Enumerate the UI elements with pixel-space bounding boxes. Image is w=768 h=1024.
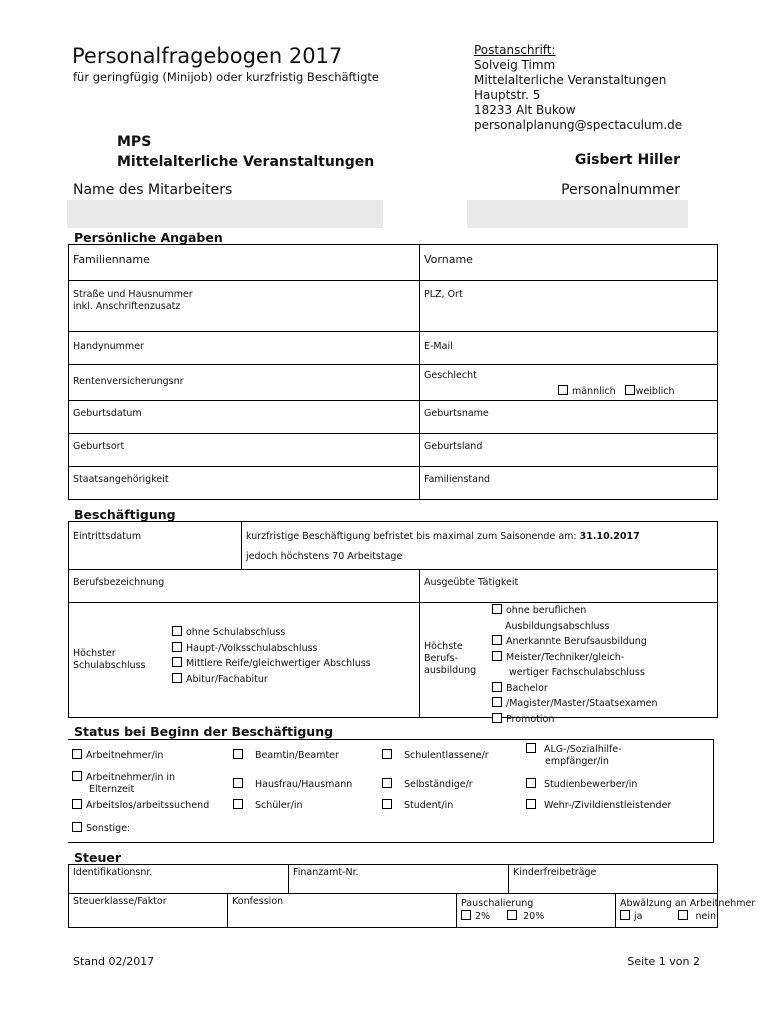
checkbox[interactable] — [172, 642, 182, 652]
option-label-cont: Elternzeit — [89, 784, 135, 795]
postal-line: 18233 Alt Bukow — [474, 103, 576, 117]
job-title-field[interactable] — [69, 570, 420, 603]
tax-office-field[interactable] — [289, 865, 509, 894]
postal-line: Mittelalterliche Veranstaltungen — [474, 73, 667, 87]
footer-version: Stand 02/2017 — [73, 955, 155, 968]
nationality-field[interactable] — [69, 467, 420, 500]
family-name-label: Familienname — [73, 253, 150, 266]
training-label-3: ausbildung — [424, 665, 477, 676]
option-label: Mittlere Reife/gleichwertiger Abschluss — [186, 658, 371, 669]
checkbox[interactable] — [526, 799, 536, 809]
option-label: Schüler/in — [255, 800, 303, 811]
checkbox[interactable] — [382, 749, 392, 759]
status-parental-leave[interactable] — [72, 771, 175, 796]
status-school-leaver[interactable] — [382, 749, 489, 762]
flat-rate-2-checkbox[interactable] — [461, 910, 471, 920]
gender-label: Geschlecht — [424, 370, 477, 381]
option-label: Studienbewerber/in — [544, 779, 638, 790]
section-employment: Beschäftigung — [74, 507, 176, 522]
option-label: Abitur/Fachabitur — [186, 673, 268, 685]
birth-name-field[interactable] — [420, 401, 718, 434]
street-field[interactable] — [69, 281, 420, 332]
first-name-field[interactable] — [420, 245, 718, 281]
employee-name-field[interactable] — [67, 200, 383, 228]
checkbox[interactable] — [526, 778, 536, 788]
checkbox[interactable] — [172, 673, 182, 683]
no-checkbox[interactable] — [678, 910, 688, 920]
checkbox[interactable] — [233, 799, 243, 809]
first-name-label: Vorname — [424, 253, 473, 266]
tax-class-label: Steuerklasse/Faktor — [73, 896, 167, 907]
nationality-label: Staatsangehörigkeit — [73, 474, 169, 485]
flat-rate-20-checkbox[interactable] — [507, 910, 517, 920]
option-label: nein — [695, 911, 717, 922]
zip-city-label: PLZ, Ort — [424, 289, 463, 300]
birth-country-label: Geburtsland — [424, 441, 483, 452]
checkbox[interactable] — [382, 799, 392, 809]
school-label-2: Schulabschluss — [73, 660, 146, 671]
option-label: ohne Schulabschluss — [186, 627, 286, 638]
checkbox[interactable] — [492, 651, 502, 661]
pension-number-label: Rentenversicherungsnr — [73, 376, 184, 387]
option-label: 2% — [475, 911, 491, 922]
postal-line: Solveig Timm — [474, 58, 556, 72]
company-name — [117, 132, 374, 172]
female-checkbox[interactable] — [625, 385, 635, 395]
flat-rate-cell — [457, 894, 616, 928]
birth-place-label: Geburtsort — [73, 441, 125, 452]
birth-name-label: Geburtsname — [424, 408, 489, 419]
option-label: Arbeitslos/arbeitssuchend — [86, 800, 210, 811]
option-label: Meister/Techniker/gleich- — [506, 651, 625, 663]
option-label: Hausfrau/Hausmann — [255, 779, 353, 790]
status-pupil[interactable] — [233, 799, 303, 812]
gender-field — [420, 365, 718, 401]
family-name-field[interactable] — [69, 245, 420, 281]
checkbox[interactable] — [172, 626, 182, 636]
form-title: Personalfragebogen 2017 — [72, 44, 343, 68]
mobile-field[interactable] — [69, 332, 420, 365]
personnel-number-label: Personalnummer — [561, 182, 680, 198]
email-field[interactable] — [420, 332, 718, 365]
status-military[interactable] — [526, 799, 671, 812]
pass-on-cell — [616, 894, 756, 928]
option-label-cont: empfänger/in — [545, 756, 609, 767]
female-label: weiblich — [635, 386, 675, 397]
school-option[interactable] — [172, 641, 371, 657]
training-option[interactable] — [492, 603, 657, 619]
child-allowance-field[interactable] — [509, 865, 718, 894]
manager-name: Gisbert Hiller — [574, 152, 680, 168]
option-label: Student/in — [404, 800, 454, 811]
option-label: Promotion — [506, 713, 555, 725]
checkbox[interactable] — [72, 799, 82, 809]
training-option[interactable] — [492, 634, 657, 650]
training-cell — [420, 603, 718, 725]
tax-class-field[interactable] — [69, 894, 228, 928]
limitation-text: kurzfristige Beschäftigung befristet bis maximal zum Saisonende am: — [246, 531, 577, 542]
denomination-field[interactable] — [228, 894, 457, 928]
marital-status-label: Familienstand — [424, 474, 490, 485]
activity-label: Ausgeübte Tätigkeit — [424, 577, 519, 588]
street-label: Straße und Hausnummer — [73, 289, 193, 300]
tax-table — [68, 864, 756, 928]
employee-name-label: Name des Mitarbeiters — [73, 182, 233, 198]
option-label: Schulentlassene/r — [404, 750, 489, 761]
company-full: Mittelalterliche Veranstaltungen — [117, 154, 375, 170]
checkbox[interactable] — [172, 657, 182, 667]
training-label-2: Berufs- — [424, 653, 459, 664]
yes-checkbox[interactable] — [620, 910, 630, 920]
tax-office-label: Finanzamt-Nr. — [293, 867, 359, 878]
checkbox[interactable] — [72, 822, 82, 832]
checkbox[interactable] — [233, 749, 243, 759]
status-self-employed[interactable] — [382, 778, 473, 791]
street-sublabel: inkl. Anschriftenzusatz — [73, 301, 181, 312]
school-option[interactable] — [172, 672, 371, 688]
activity-field[interactable] — [420, 570, 718, 603]
footer-page: Seite 1 von 2 — [627, 955, 700, 968]
pass-on-label: Abwälzung an Arbeitnehmer — [620, 898, 756, 909]
section-status: Status bei Beginn der Beschäftigung — [74, 724, 334, 739]
option-label: /Magister/Master/Staatsexamen — [506, 698, 658, 709]
postal-address — [474, 43, 682, 133]
limitation-cell — [242, 522, 718, 570]
training-label: Höchste — [424, 641, 463, 652]
option-label: Sonstige: — [86, 823, 131, 834]
birth-date-field[interactable] — [69, 401, 420, 434]
personnel-number-field[interactable] — [467, 200, 688, 228]
birth-country-field[interactable] — [420, 434, 718, 467]
school-cell — [69, 603, 420, 718]
postal-email: personalplanung@spectaculum.de — [474, 118, 683, 132]
training-option[interactable] — [492, 681, 657, 697]
company-short: MPS — [117, 134, 152, 150]
status-applicant[interactable] — [526, 778, 637, 791]
mobile-label: Handynummer — [73, 341, 144, 352]
option-label: Arbeitnehmer/in in — [86, 772, 176, 783]
start-date-field[interactable] — [69, 522, 242, 570]
section-tax: Steuer — [74, 850, 121, 865]
school-label: Höchster — [73, 648, 116, 659]
email-label: E-Mail — [424, 341, 453, 352]
option-label: Beamtin/Beamter — [255, 750, 339, 761]
status-employee[interactable] — [72, 749, 163, 762]
checkbox[interactable] — [492, 682, 502, 692]
option-label: 20% — [523, 911, 545, 922]
checkbox[interactable] — [382, 778, 392, 788]
checkbox[interactable] — [492, 604, 502, 614]
option-label: ALG-/Sozialhilfe- — [544, 744, 622, 755]
checkbox[interactable] — [492, 697, 502, 707]
denomination-label: Konfession — [232, 896, 284, 907]
school-option[interactable] — [172, 625, 371, 641]
checkbox[interactable] — [492, 713, 502, 723]
max-days-text: jedoch höchstens 70 Arbeitstage — [246, 551, 403, 562]
tax-id-label: Identifikationsnr. — [73, 867, 153, 878]
birth-place-field[interactable] — [69, 434, 420, 467]
form-subtitle: für geringfügig (Minijob) oder kurzfristig Beschäftigte — [73, 70, 379, 84]
zip-city-field[interactable] — [420, 281, 718, 332]
status-welfare[interactable] — [526, 743, 622, 768]
option-label-cont: wertiger Fachschulabschluss — [509, 667, 645, 678]
employment-table — [68, 521, 718, 725]
option-label: Selbständige/r — [404, 779, 473, 790]
marital-status-field[interactable] — [420, 467, 718, 500]
checkbox[interactable] — [526, 743, 536, 753]
status-other[interactable] — [72, 822, 130, 835]
season-end-date: 31.10.2017 — [579, 531, 640, 542]
option-label: ohne beruflichen — [506, 605, 587, 616]
tax-id-field[interactable] — [69, 865, 289, 894]
pension-number-field[interactable] — [69, 365, 420, 401]
start-date-label: Eintrittsdatum — [73, 531, 142, 542]
postal-label: Postanschrift: — [474, 43, 556, 57]
training-option[interactable] — [492, 712, 657, 728]
personal-table — [68, 244, 718, 500]
option-label: Arbeitnehmer/in — [86, 750, 164, 761]
status-unemployed[interactable] — [72, 799, 209, 812]
checkbox[interactable] — [72, 749, 82, 759]
option-label: Haupt-/Volksschulabschluss — [186, 642, 318, 654]
flat-rate-label: Pauschalierung — [461, 898, 534, 909]
section-personal: Persönliche Angaben — [74, 230, 223, 245]
male-label: männlich — [572, 386, 616, 397]
option-label-cont: Ausbildungsabschluss — [505, 620, 610, 632]
status-civil-servant[interactable] — [233, 749, 339, 762]
option-label: ja — [634, 911, 643, 922]
checkbox[interactable] — [233, 778, 243, 788]
school-option[interactable] — [172, 656, 371, 672]
status-homemaker[interactable] — [233, 778, 352, 791]
checkbox[interactable] — [492, 635, 502, 645]
training-option[interactable] — [492, 696, 657, 712]
postal-line: Hauptstr. 5 — [474, 88, 541, 102]
option-label: Bachelor — [506, 682, 548, 694]
child-allowance-label: Kinderfreibeträge — [513, 867, 597, 878]
option-label: Wehr-/Zivildienstleistender — [544, 800, 672, 811]
birth-date-label: Geburtsdatum — [73, 408, 142, 419]
option-label: Anerkannte Berufsausbildung — [506, 636, 647, 647]
training-option[interactable] — [492, 650, 657, 666]
checkbox[interactable] — [72, 771, 82, 781]
status-student[interactable] — [382, 799, 453, 812]
male-checkbox[interactable] — [558, 385, 568, 395]
job-title-label: Berufsbezeichnung — [73, 577, 165, 588]
